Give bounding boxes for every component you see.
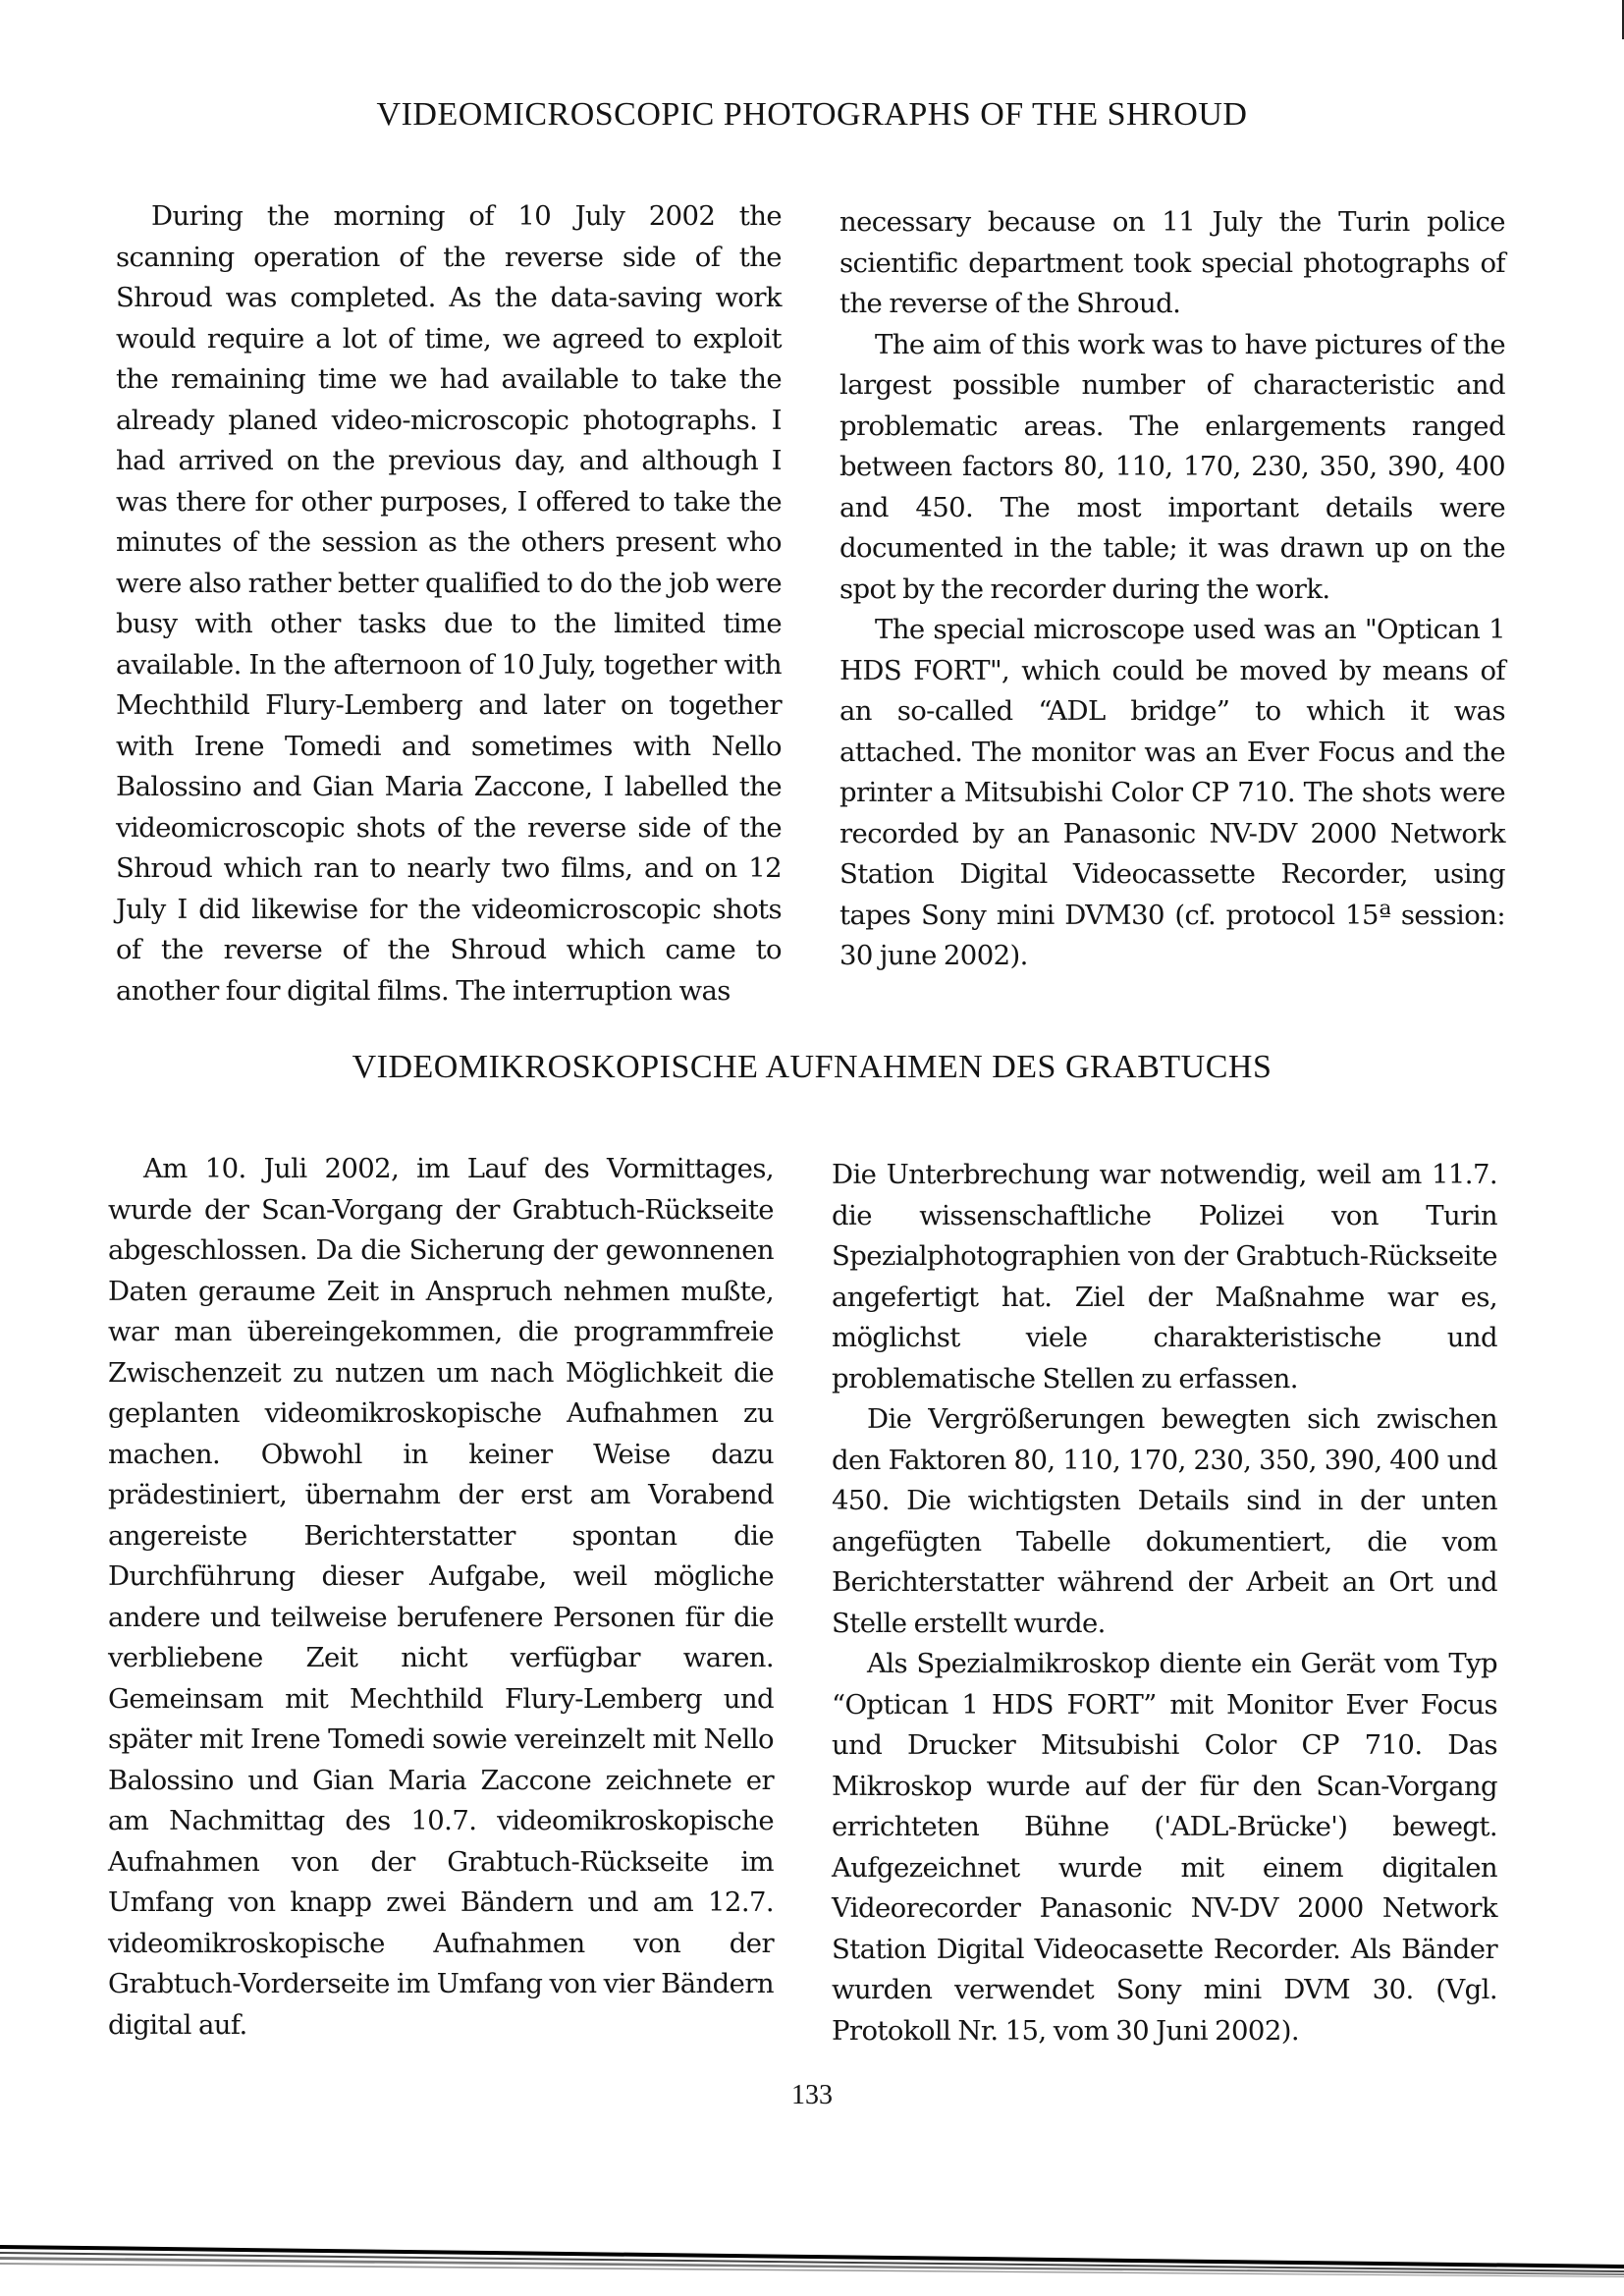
paragraph: The aim of this work was to have pictures of the largest possible number of characteristic and problematic areas. The enlargements ranged between factors 80, 110, 170, 230, 350, 390, 400 and 450. The most important details were documented in the table; it was drawn up on the spot by the recorder during the work.	[839, 328, 1505, 605]
paragraph: During the morning of 10 July 2002 the scanning operation of the reverse side of the Shroud was completed. As the data-saving work would require a lot of time, we agreed to exploit the remaining time we had available to take the already planed video-microscopic photographs. I had arrived on the previous day, and although I was there for other purposes, I offered to take the minutes of the session as the others present who were also rather better qualified to do the job were busy with other tasks due to the limited time available. In the afternoon of 10 July, together with Mechthild Flury-Lemberg and later on together with Irene Tomedi and sometimes with Nello Balossino and Gian Maria Zaccone, I labelled the videomicroscopic shots of the reverse side of the Shroud which ran to nearly two films, and on 12 July I did likewise for the videomicroscopic shots of the reverse of the Shroud which came to another four digital films. The interruption was	[116, 200, 782, 1007]
paragraph: Die Unterbrechung war notwendig, weil am 11.7. die wissenschaftliche Polizei von Turin Spezialphotographien von der Grabtuch-Rückseite angefertigt hat. Ziel der Maßnahme war es, möglichst viele charakteristische und problematische Stellen zu erfassen.	[832, 1159, 1497, 1394]
german-right-column	[832, 1155, 1497, 2051]
scan-edge-artifact	[0, 2239, 1624, 2278]
paragraph: Als Spezialmikroskop diente ein Gerät vom Typ “Optican 1 HDS FORT” mit Monitor Ever Focus und Drucker Mitsubishi Color CP 710. Das Mikroskop wurde auf der für den Scan-Vorgang errichteten Bühne ('ADL-Brücke') bewegt. Aufgezeichnet wurde mit einem digitalen Videorecorder Panasonic NV-DV 2000 Network Station Digital Videocasette Recorder. Als Bänder wurden verwendet Sony mini DVM 30. (Vgl. Protokoll Nr. 15, vom 30 Juni 2002).	[832, 1648, 1497, 2047]
english-left-column	[116, 196, 782, 1011]
paragraph: necessary because on 11 July the Turin police scientific department took special photographs of the reverse of the Shroud.	[839, 206, 1505, 319]
german-left-column	[108, 1149, 774, 2046]
german-section-title: VIDEOMIKROSKOPISCHE AUFNAHMEN DES GRABTUCHS	[352, 1049, 1272, 1085]
paragraph: Am 10. Juli 2002, im Lauf des Vormittages, wurde der Scan-Vorgang der Grabtuch-Rückseite abgeschlossen. Da die Sicherung der gewonnenen Daten geraume Zeit in Anspruch nehmen mußte, war man übereingekommen, die programmfreie Zwischenzeit zu nutzen um nach Möglichkeit die geplanten videomikroskopische Aufnahmen zu machen. Obwohl in keiner Weise dazu prädestiniert, übernahm der erst am Vorabend angereiste Berichterstatter spontan die Durchführung dieser Aufgabe, weil mögliche andere und teilweise berufenere Personen für die verbliebene Zeit nicht verfügbar waren. Gemeinsam mit Mechthild Flury-Lemberg und später mit Irene Tomedi sowie vereinzelt mit Nello Balossino und Gian Maria Zaccone zeichnete er am Nachmittag des 10.7. videomikroskopische Aufnahmen von der Grabtuch-Rückseite im Umfang von knapp zwei Bändern und am 12.7. videomikroskopische Aufnahmen von der Grabtuch-Vorderseite im Umfang von vier Bändern digital auf.	[108, 1153, 774, 2041]
paragraph: The special microscope used was an "Optican 1 HDS FORT", which could be moved by means of an so-called “ADL bridge” to which it was attached. The monitor was an Ever Focus and the printer a Mitsubishi Color CP 710. The shots were recorded by an Panasonic NV-DV 2000 Network Station Digital Videocassette Recorder, using tapes Sony mini DVM30 (cf. protocol 15ª session: 30 june 2002).	[839, 614, 1505, 971]
page-number: 133	[791, 2080, 833, 2110]
paragraph: Die Vergrößerungen bewegten sich zwischen den Faktoren 80, 110, 170, 230, 350, 390, 400 und 450. Die wichtigsten Details sind in der unten angefügten Tabelle dokumentiert, die vom Berichterstatter während der Arbeit an Ort und Stelle erstellt wurde.	[832, 1403, 1497, 1639]
english-right-column	[839, 202, 1505, 977]
english-section-title: VIDEOMICROSCOPIC PHOTOGRAPHS OF THE SHROUD	[376, 96, 1248, 133]
